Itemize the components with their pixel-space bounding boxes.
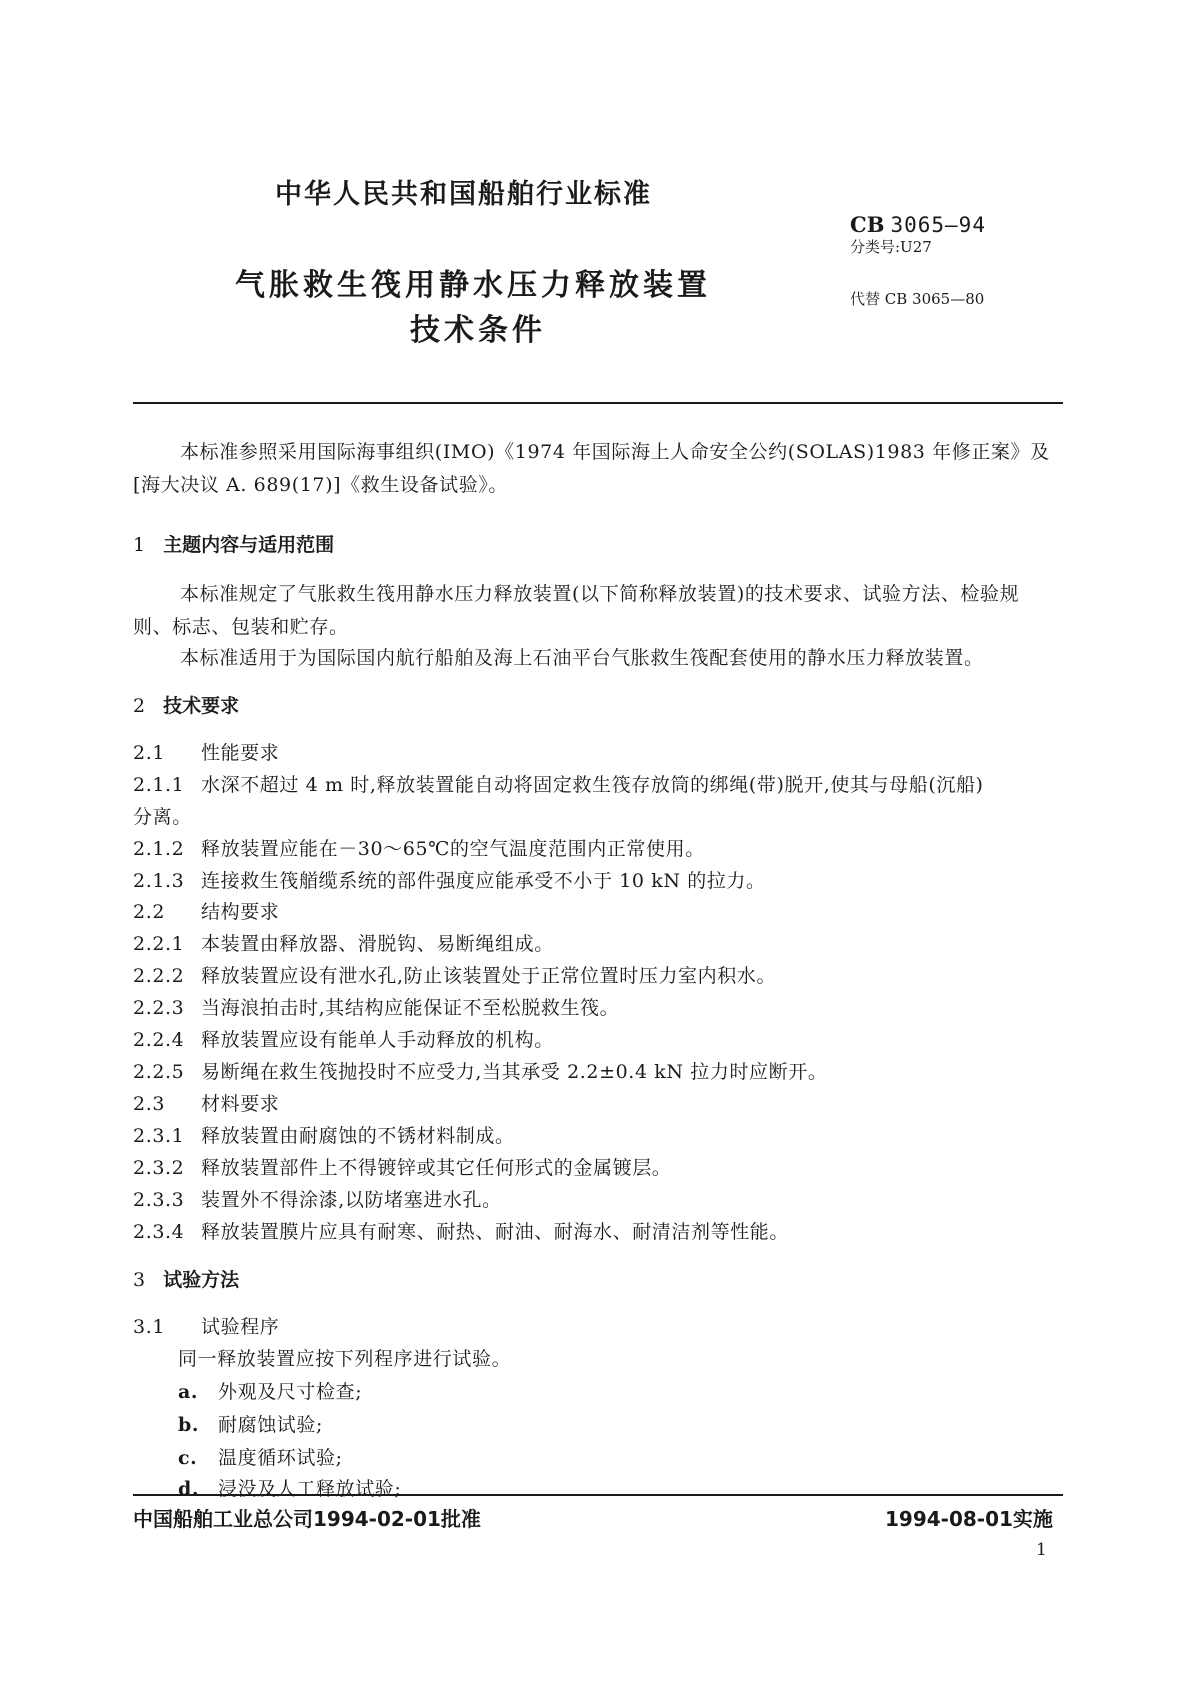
clause-number: 2.2.4 xyxy=(133,1029,185,1051)
effective-date: 1994-08-01实施 xyxy=(885,1507,1053,1531)
clause-number: 2.3.1 xyxy=(133,1125,185,1147)
list-item-text: 温度循环试验; xyxy=(218,1447,343,1469)
clause-number: 2.2 xyxy=(133,901,166,923)
clause-text: 释放装置应设有泄水孔,防止该装置处于正常位置时压力室内积水。 xyxy=(201,965,777,987)
section-3-heading xyxy=(133,1265,239,1292)
subsection-title: 试验程序 xyxy=(201,1316,280,1338)
section-title: 试验方法 xyxy=(163,1269,240,1291)
list-item xyxy=(178,1410,323,1437)
classification-number: 分类号:U27 xyxy=(850,238,932,256)
test-sequence-intro: 同一释放装置应按下列程序进行试验。 xyxy=(178,1348,512,1370)
clause-2-2-3 xyxy=(133,993,619,1020)
section-title: 技术要求 xyxy=(163,695,240,717)
list-item-text: 浸没及人工释放试验; xyxy=(218,1478,402,1500)
clause-text: 释放装置由耐腐蚀的不锈材料制成。 xyxy=(201,1125,515,1147)
clause-2-1-3 xyxy=(133,866,766,893)
section-number: 1 xyxy=(133,534,146,556)
subsection-title: 结构要求 xyxy=(201,901,280,923)
clause-text: 本装置由释放器、滑脱钩、易断绳组成。 xyxy=(201,933,554,955)
section-number: 3 xyxy=(133,1269,146,1291)
clause-2-1-1-continuation: 分离。 xyxy=(133,806,192,828)
clause-text: 连接救生筏艏缆系统的部件强度应能承受不小于 10 kN 的拉力。 xyxy=(201,870,766,892)
footer-divider xyxy=(133,1494,1063,1496)
subsection-2-1 xyxy=(133,738,279,765)
clause-2-3-2 xyxy=(133,1153,671,1180)
subsection-title: 材料要求 xyxy=(201,1093,280,1115)
section-2-heading xyxy=(133,691,239,718)
list-item xyxy=(178,1474,401,1501)
list-item-label: b. xyxy=(178,1414,200,1436)
clause-number: 2.1 xyxy=(133,742,166,764)
clause-2-3-3 xyxy=(133,1185,502,1212)
page-number: 1 xyxy=(1036,1540,1047,1560)
clause-text: 水深不超过 4 m 时,释放装置能自动将固定救生筏存放筒的绑绳(带)脱开,使其与母船(沉船) xyxy=(201,774,984,796)
clause-text: 释放装置部件上不得镀锌或其它任何形式的金属镀层。 xyxy=(201,1157,672,1179)
clause-number: 3.1 xyxy=(133,1316,166,1338)
section-1-para-1-line-1: 本标准规定了气胀救生筏用静水压力释放装置(以下简称释放装置)的技术要求、试验方法、检验规 xyxy=(180,583,1020,605)
intro-line-1: 本标准参照采用国际海事组织(IMO)《1974 年国际海上人命安全公约(SOLAS)1983 年修正案》及 xyxy=(180,441,1050,463)
clause-text: 装置外不得涂漆,以防堵塞进水孔。 xyxy=(201,1189,502,1211)
list-item-label: d. xyxy=(178,1478,200,1500)
clause-number: 2.3.2 xyxy=(133,1157,185,1179)
clause-number: 2.3 xyxy=(133,1093,166,1115)
approval-statement: 中国船舶工业总公司1994-02-01批准 xyxy=(133,1507,481,1531)
clause-number: 2.2.1 xyxy=(133,933,185,955)
code-prefix: CB xyxy=(850,212,885,237)
section-1-para-2: 本标准适用于为国际国内航行船舶及海上石油平台气胀救生筏配套使用的静水压力释放装置。 xyxy=(180,647,984,669)
list-item-text: 外观及尺寸检查; xyxy=(218,1381,363,1403)
clause-number: 2.1.2 xyxy=(133,838,185,860)
clause-2-2-4 xyxy=(133,1025,554,1052)
document-title-line2: 技术条件 xyxy=(410,313,546,348)
clause-2-2-1 xyxy=(133,929,554,956)
list-item-label: c. xyxy=(178,1447,198,1469)
clause-number: 2.1.3 xyxy=(133,870,185,892)
clause-2-1-2 xyxy=(133,834,705,861)
section-number: 2 xyxy=(133,695,146,717)
clause-number: 2.1.1 xyxy=(133,774,185,796)
list-item-label: a. xyxy=(178,1381,199,1403)
clause-number: 2.2.2 xyxy=(133,965,185,987)
clause-number: 2.3.3 xyxy=(133,1189,185,1211)
clause-text: 释放装置应能在－30～65℃的空气温度范围内正常使用。 xyxy=(201,838,705,860)
section-1-para-1-line-2: 则、标志、包装和贮存。 xyxy=(133,616,349,638)
clause-text: 释放装置膜片应具有耐寒、耐热、耐油、耐海水、耐清洁剂等性能。 xyxy=(201,1221,790,1243)
subsection-2-3 xyxy=(133,1089,279,1116)
list-item xyxy=(178,1377,362,1404)
intro-line-2: [海大决议 A. 689(17)]《救生设备试验》。 xyxy=(133,474,509,496)
section-1-heading xyxy=(133,530,334,557)
section-title: 主题内容与适用范围 xyxy=(163,534,335,556)
subsection-3-1 xyxy=(133,1312,279,1339)
clause-number: 2.2.5 xyxy=(133,1061,185,1083)
standard-title: 中华人民共和国船舶行业标准 xyxy=(275,179,652,210)
subsection-title: 性能要求 xyxy=(201,742,280,764)
clause-2-3-4 xyxy=(133,1217,789,1244)
clause-number: 2.2.3 xyxy=(133,997,185,1019)
clause-2-2-5 xyxy=(133,1057,827,1084)
list-item xyxy=(178,1443,343,1470)
header-divider xyxy=(133,402,1063,404)
clause-2-1-1 xyxy=(133,770,984,797)
clause-text: 当海浪拍击时,其结构应能保证不至松脱救生筏。 xyxy=(201,997,620,1019)
subsection-2-2 xyxy=(133,897,279,924)
standard-code xyxy=(850,212,986,237)
document-title-line1: 气胀救生筏用静水压力释放装置 xyxy=(235,268,711,303)
code-number: 3065—94 xyxy=(890,213,986,237)
clause-text: 释放装置应设有能单人手动释放的机构。 xyxy=(201,1029,554,1051)
clause-number: 2.3.4 xyxy=(133,1221,185,1243)
replaces-standard: 代替 CB 3065—80 xyxy=(850,290,985,308)
clause-2-2-2 xyxy=(133,961,776,988)
list-item-text: 耐腐蚀试验; xyxy=(218,1414,324,1436)
clause-text: 易断绳在救生筏抛投时不应受力,当其承受 2.2±0.4 kN 拉力时应断开。 xyxy=(201,1061,828,1083)
clause-2-3-1 xyxy=(133,1121,515,1148)
